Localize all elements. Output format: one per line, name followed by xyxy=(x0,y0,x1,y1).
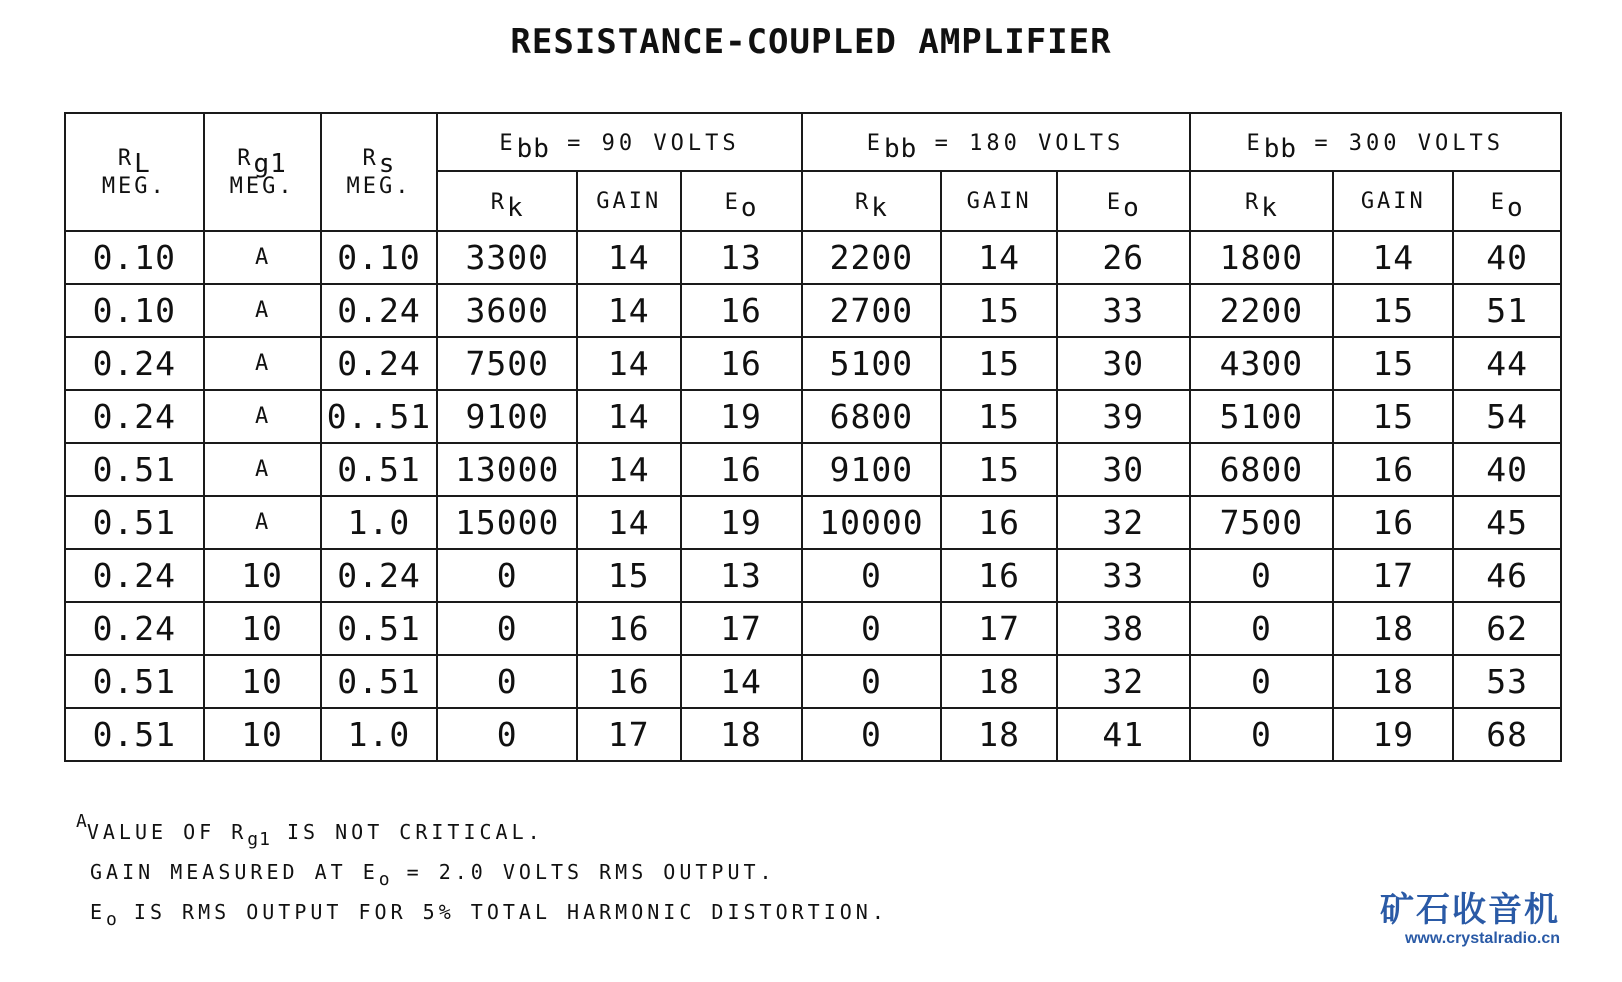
table-cell: 16 xyxy=(681,284,802,337)
table-cell: 0.51 xyxy=(65,496,204,549)
table-cell: 15 xyxy=(577,549,680,602)
header-eo-180: Eo xyxy=(1057,171,1189,231)
table-cell: A xyxy=(204,337,321,390)
table-cell: 17 xyxy=(1333,549,1453,602)
table-row xyxy=(65,231,1561,284)
table-cell: 7500 xyxy=(1190,496,1334,549)
table-cell: 0 xyxy=(437,655,577,708)
table-cell: 9100 xyxy=(802,443,942,496)
table-cell: 0 xyxy=(1190,549,1334,602)
table-row xyxy=(65,390,1561,443)
table-cell: 15000 xyxy=(437,496,577,549)
table-row xyxy=(65,602,1561,655)
table-row xyxy=(65,443,1561,496)
table-cell: 54 xyxy=(1453,390,1561,443)
table-cell: 0.51 xyxy=(65,655,204,708)
header-eo-90: Eo xyxy=(681,171,802,231)
table-cell: 18 xyxy=(1333,655,1453,708)
table-cell: 15 xyxy=(1333,390,1453,443)
table-cell: 5100 xyxy=(802,337,942,390)
header-eo-300: Eo xyxy=(1453,171,1561,231)
table-cell: 17 xyxy=(681,602,802,655)
table-cell: 3300 xyxy=(437,231,577,284)
table-cell: 15 xyxy=(1333,284,1453,337)
table-row xyxy=(65,284,1561,337)
table-cell: 10000 xyxy=(802,496,942,549)
table-cell: 16 xyxy=(681,443,802,496)
table-cell: 15 xyxy=(941,390,1057,443)
header-ebb-180: Ebb = 180 VOLTS xyxy=(802,113,1190,171)
table-cell: 1.0 xyxy=(321,496,438,549)
table-cell: 19 xyxy=(681,496,802,549)
table-cell: 0 xyxy=(437,708,577,761)
table-cell: 6800 xyxy=(802,390,942,443)
table-cell: 51 xyxy=(1453,284,1561,337)
table-cell: 0 xyxy=(437,602,577,655)
table-row xyxy=(65,337,1561,390)
table-cell: 0 xyxy=(1190,655,1334,708)
table-cell: 19 xyxy=(1333,708,1453,761)
table-cell: 1.0 xyxy=(321,708,438,761)
header-rk-180: Rk xyxy=(802,171,942,231)
table-body xyxy=(65,231,1561,761)
table-cell: 0 xyxy=(437,549,577,602)
table-cell: 0 xyxy=(1190,602,1334,655)
footnotes xyxy=(76,812,888,932)
table-cell: 45 xyxy=(1453,496,1561,549)
table-cell: 0.51 xyxy=(65,443,204,496)
header-gain-300: GAIN xyxy=(1333,171,1453,231)
header-gain-90: GAIN xyxy=(577,171,680,231)
table-cell: 0.10 xyxy=(65,284,204,337)
table-row xyxy=(65,496,1561,549)
table-cell: 14 xyxy=(577,231,680,284)
table-cell: 14 xyxy=(577,443,680,496)
table-cell: 62 xyxy=(1453,602,1561,655)
table-cell: 2200 xyxy=(1190,284,1334,337)
table-cell: 13 xyxy=(681,231,802,284)
header-ebb-300: Ebb = 300 VOLTS xyxy=(1190,113,1561,171)
table-cell: A xyxy=(204,231,321,284)
table-cell: 0.51 xyxy=(321,443,438,496)
table-cell: 4300 xyxy=(1190,337,1334,390)
table-cell: 14 xyxy=(577,496,680,549)
table-cell: A xyxy=(204,284,321,337)
table-cell: A xyxy=(204,390,321,443)
table-cell: 0.24 xyxy=(321,284,438,337)
table-cell: 16 xyxy=(1333,496,1453,549)
table-cell: 10 xyxy=(204,655,321,708)
table-cell: 30 xyxy=(1057,337,1189,390)
table-cell: 5100 xyxy=(1190,390,1334,443)
table-cell: 19 xyxy=(681,390,802,443)
table-cell: 15 xyxy=(941,443,1057,496)
table-row xyxy=(65,708,1561,761)
table-cell: 30 xyxy=(1057,443,1189,496)
watermark-text: 矿石收音机 xyxy=(1380,890,1560,930)
table-cell: 0.24 xyxy=(321,549,438,602)
table-cell: 38 xyxy=(1057,602,1189,655)
header-rk-300: Rk xyxy=(1190,171,1334,231)
table-cell: 14 xyxy=(577,284,680,337)
table-cell: 14 xyxy=(941,231,1057,284)
page-title: RESISTANCE-COUPLED AMPLIFIER xyxy=(510,22,1112,62)
table-cell: 18 xyxy=(1333,602,1453,655)
table-cell: 15 xyxy=(941,337,1057,390)
header-rs: Rs MEG. xyxy=(321,113,438,231)
table-cell: 0.24 xyxy=(321,337,438,390)
table-cell: 17 xyxy=(941,602,1057,655)
table-cell: 44 xyxy=(1453,337,1561,390)
table-cell: 16 xyxy=(577,655,680,708)
table-cell: 16 xyxy=(577,602,680,655)
table-cell: 16 xyxy=(941,549,1057,602)
table-cell: 53 xyxy=(1453,655,1561,708)
table-cell: 1800 xyxy=(1190,231,1334,284)
table-cell: 0.10 xyxy=(321,231,438,284)
table-cell: 0.24 xyxy=(65,549,204,602)
table-cell: 18 xyxy=(941,655,1057,708)
table-cell: 0.24 xyxy=(65,390,204,443)
table-cell: 16 xyxy=(681,337,802,390)
footnote-a: AVALUE OF Rg1 IS NOT CRITICAL. xyxy=(76,811,544,850)
table-cell: 14 xyxy=(577,337,680,390)
table-cell: 41 xyxy=(1057,708,1189,761)
table-cell: 0 xyxy=(802,655,942,708)
table-cell: 0 xyxy=(802,549,942,602)
table-cell: 15 xyxy=(1333,337,1453,390)
table-cell: 68 xyxy=(1453,708,1561,761)
table-cell: 14 xyxy=(1333,231,1453,284)
table-cell: 10 xyxy=(204,602,321,655)
table-cell: 0..51 xyxy=(321,390,438,443)
table-cell: A xyxy=(204,443,321,496)
table-cell: 18 xyxy=(681,708,802,761)
table-cell: 33 xyxy=(1057,549,1189,602)
table-cell: 46 xyxy=(1453,549,1561,602)
table-cell: 14 xyxy=(681,655,802,708)
header-gain-180: GAIN xyxy=(941,171,1057,231)
table-cell: 17 xyxy=(577,708,680,761)
header-rg1: Rg1 MEG. xyxy=(204,113,321,231)
table-cell: 0 xyxy=(802,708,942,761)
header-rk-90: Rk xyxy=(437,171,577,231)
table-cell: 39 xyxy=(1057,390,1189,443)
table-cell: 10 xyxy=(204,708,321,761)
table-cell: 10 xyxy=(204,549,321,602)
header-ebb-90: Ebb = 90 VOLTS xyxy=(437,113,801,171)
table-cell: 2200 xyxy=(802,231,942,284)
table-cell: 33 xyxy=(1057,284,1189,337)
table-cell: 0.10 xyxy=(65,231,204,284)
table-cell: 13 xyxy=(681,549,802,602)
table-cell: A xyxy=(204,496,321,549)
footnote-gain: GAIN MEASURED AT Eo = 2.0 VOLTS RMS OUTPUT. xyxy=(90,860,776,890)
footnote-eo: Eo IS RMS OUTPUT FOR 5% TOTAL HARMONIC DISTORTION. xyxy=(90,900,888,930)
table-cell: 7500 xyxy=(437,337,577,390)
table-cell: 6800 xyxy=(1190,443,1334,496)
table-row xyxy=(65,655,1561,708)
table-cell: 15 xyxy=(941,284,1057,337)
table-cell: 18 xyxy=(941,708,1057,761)
table-cell: 14 xyxy=(577,390,680,443)
table-cell: 0 xyxy=(802,602,942,655)
table-cell: 32 xyxy=(1057,655,1189,708)
table-cell: 32 xyxy=(1057,496,1189,549)
table-cell: 0.51 xyxy=(321,655,438,708)
header-rl: RL MEG. xyxy=(65,113,204,231)
table-cell: 3600 xyxy=(437,284,577,337)
table-cell: 0.51 xyxy=(321,602,438,655)
watermark-url: www.crystalradio.cn xyxy=(1404,930,1560,947)
table-cell: 0.24 xyxy=(65,602,204,655)
table-cell: 16 xyxy=(941,496,1057,549)
table-cell: 0.24 xyxy=(65,337,204,390)
table-cell: 40 xyxy=(1453,443,1561,496)
table-cell: 26 xyxy=(1057,231,1189,284)
table-cell: 0.51 xyxy=(65,708,204,761)
table-cell: 9100 xyxy=(437,390,577,443)
table-row xyxy=(65,549,1561,602)
table-cell: 0 xyxy=(1190,708,1334,761)
amplifier-table xyxy=(64,112,1562,762)
table-cell: 40 xyxy=(1453,231,1561,284)
table-cell: 13000 xyxy=(437,443,577,496)
table-cell: 2700 xyxy=(802,284,942,337)
watermark-logo xyxy=(1380,890,1560,948)
table-cell: 16 xyxy=(1333,443,1453,496)
